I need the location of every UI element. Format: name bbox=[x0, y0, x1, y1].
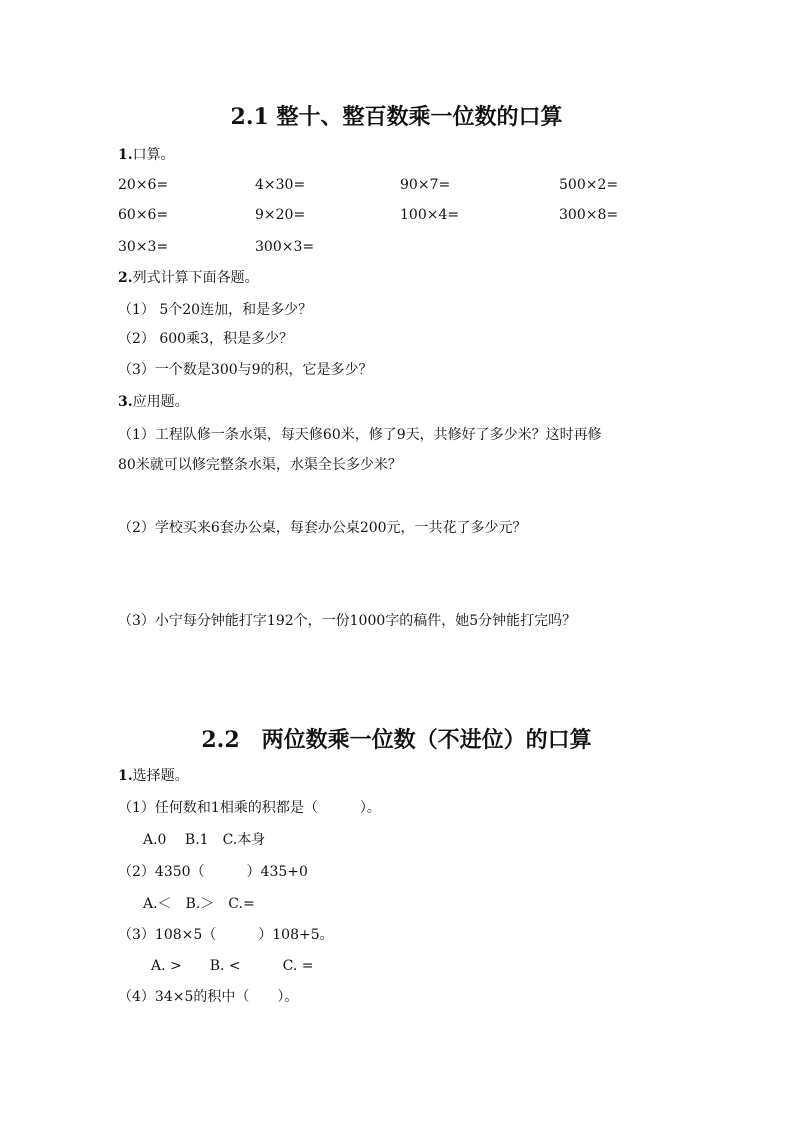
question-3-heading bbox=[118, 392, 189, 412]
calc-item: 500×2= bbox=[559, 177, 619, 193]
question-number: 3. bbox=[118, 394, 133, 410]
sub-question-continued: 80米就可以修完整条水渠，水渠全长多少米？ bbox=[118, 457, 402, 473]
sub-question: （3）108×5（ ）108+5。 bbox=[118, 927, 334, 943]
answer-options: A.＜ B.＞ C.= bbox=[143, 896, 255, 912]
sub-question: （2）学校买来6套办公桌，每套办公桌200元，一共花了多少元？ bbox=[118, 520, 527, 536]
calc-item: 20×6= bbox=[118, 177, 169, 193]
question-number: 2. bbox=[118, 270, 133, 286]
calc-item: 30×3= bbox=[118, 239, 169, 255]
sub-question: （2）4350（ ）435+0 bbox=[118, 864, 308, 880]
calc-item: 60×6= bbox=[118, 207, 169, 223]
sub-question: （2） 600乘3，积是多少？ bbox=[118, 331, 293, 347]
question-label: 列式计算下面各题。 bbox=[132, 270, 259, 286]
question-label: 口算。 bbox=[132, 147, 175, 163]
sub-question: （4）34×5的积中（ ）。 bbox=[118, 989, 299, 1005]
calc-item: 4×30= bbox=[255, 177, 306, 193]
answer-options: A.0 B.1 C.本身 bbox=[143, 832, 266, 848]
question-number: 1. bbox=[118, 147, 133, 163]
sub-question: （1） 5个20连加，和是多少？ bbox=[118, 302, 313, 318]
question-number: 1. bbox=[118, 768, 133, 784]
calc-item: 300×8= bbox=[559, 207, 619, 223]
question-label: 选择题。 bbox=[132, 768, 189, 784]
answer-options: A. > B. < C. = bbox=[151, 958, 314, 974]
calc-item: 90×7= bbox=[400, 177, 451, 193]
calc-item: 9×20= bbox=[255, 207, 306, 223]
section-title-2-1: 2.1 整十、整百数乘一位数的口算 bbox=[230, 104, 563, 130]
sub-question: （3）一个数是300与9的积，它是多少？ bbox=[118, 362, 373, 378]
calc-item: 300×3= bbox=[255, 239, 315, 255]
calc-item: 100×4= bbox=[400, 207, 460, 223]
question-2-heading bbox=[118, 268, 259, 288]
sub-question: （3）小宁每分钟能打字192个，一份1000字的稿件，她5分钟能打完吗？ bbox=[118, 613, 577, 629]
sub-question: （1）工程队修一条水渠，每天修60米，修了9天，共修好了多少米？这时再修 bbox=[118, 427, 602, 443]
question-label: 应用题。 bbox=[132, 394, 189, 410]
sub-question: （1）任何数和1相乘的积都是（ ）。 bbox=[118, 800, 381, 816]
question-1-heading bbox=[118, 145, 175, 165]
question-1-heading bbox=[118, 766, 189, 786]
section-title-2-2: 2.2 两位数乘一位数（不进位）的口算 bbox=[201, 727, 592, 753]
